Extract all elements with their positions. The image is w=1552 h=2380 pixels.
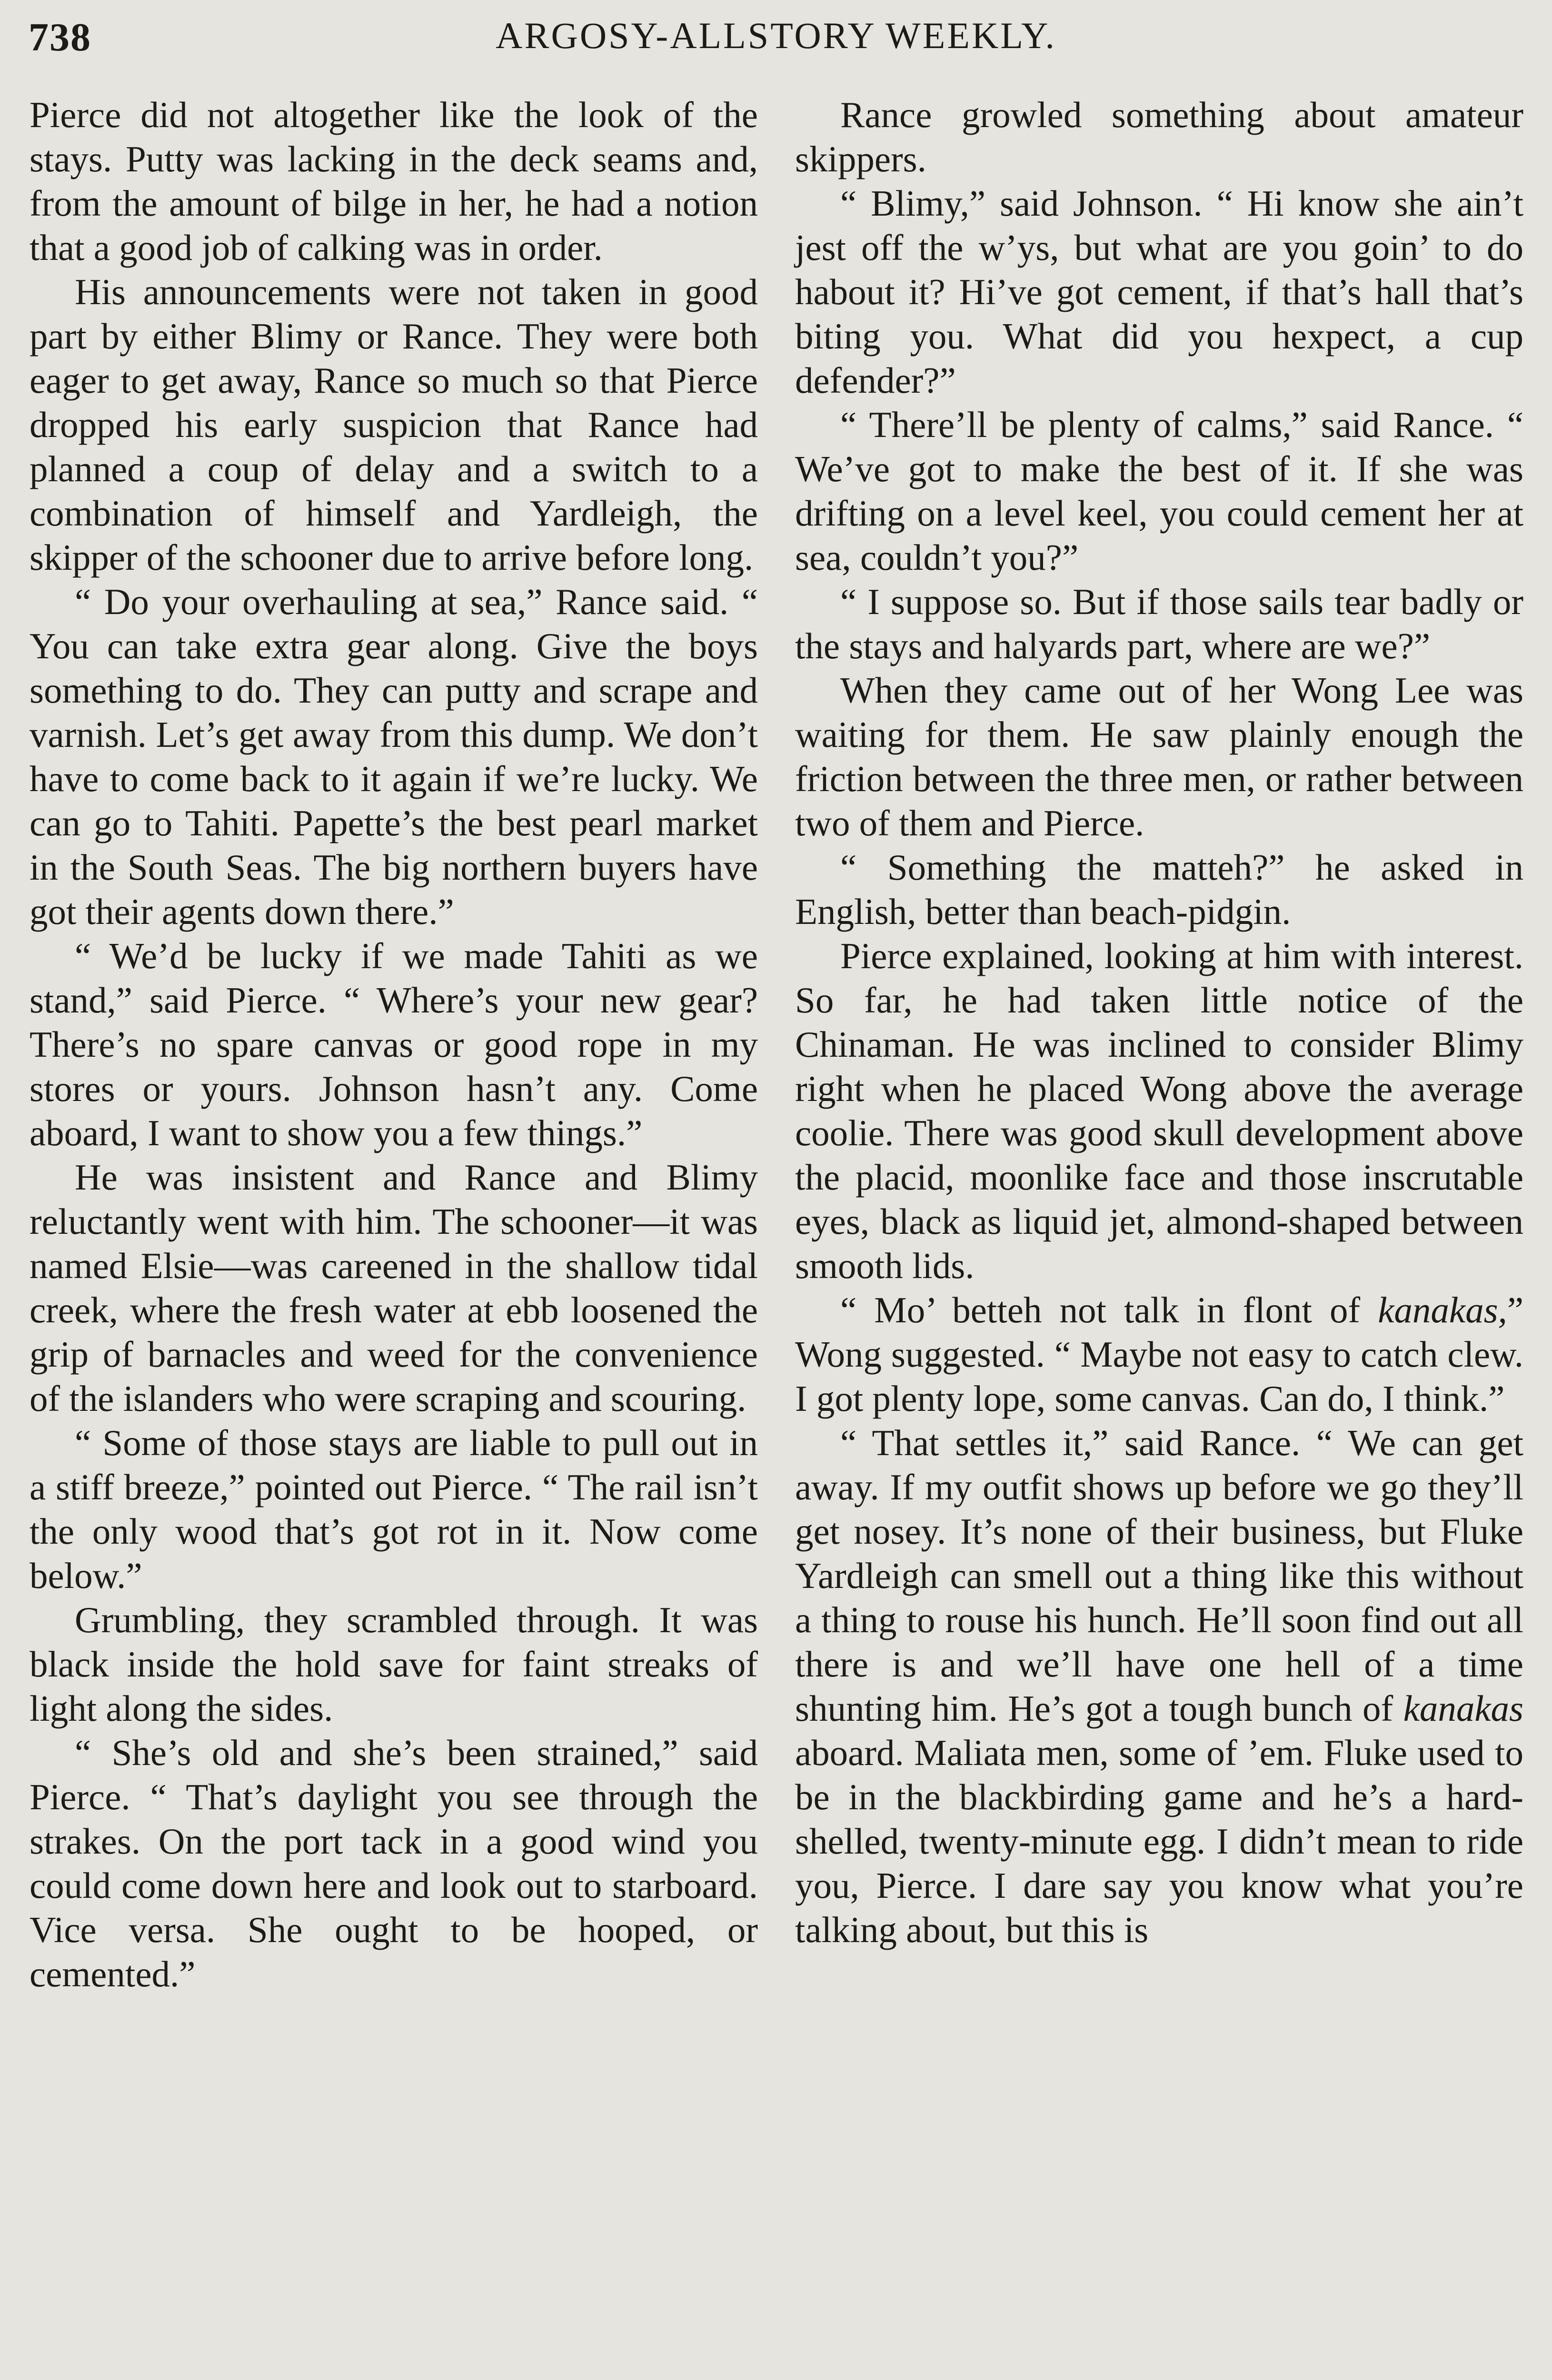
page-number: 738 bbox=[29, 15, 91, 60]
paragraph: Rance growled something about amateur skippers. bbox=[795, 94, 1523, 179]
paragraph bbox=[795, 1421, 1523, 1952]
italic-word: kanakas bbox=[1403, 1688, 1523, 1729]
paragraph: “ Something the matteh?” he asked in English, better than beach-pidgin. bbox=[795, 847, 1523, 932]
left-column bbox=[30, 93, 758, 1996]
paragraph: “ Do your overhauling at sea,” Rance said. “ You can take extra gear along. Give the boys something to do. They can putty and scrape and varnish. Let’s get away from this dump. We don’t have to come back to it again if we’re lucky. We can go to Tahiti. Papette’s the best pearl market in the South Seas. The big northern buyers have got their agents down there.” bbox=[30, 581, 758, 932]
paragraph: Pierce explained, looking at him with interest. So far, he had taken little notice of the Chinaman. He was inclined to consider Blimy right when he placed Wong above the average coolie. There was good skull development above the placid, moonlike face and those inscrutable eyes, black as liquid jet, almond-shaped between smooth lids. bbox=[795, 935, 1523, 1286]
paragraph: “ There’ll be plenty of calms,” said Rance. “ We’ve got to make the best of it. If she was drifting on a level keel, you could cement her at sea, couldn’t you?” bbox=[795, 404, 1523, 578]
paragraph: “ She’s old and she’s been strained,” said Pierce. “ That’s daylight you see through the strakes. On the port tack in a good wind you could come down here and look out to starboard. Vice versa. She ought to be hooped, or cemented.” bbox=[30, 1732, 758, 1994]
paragraph: His announcements were not taken in good part by either Blimy or Rance. They were both eager to get away, Rance so much so that Pierce dropped his early suspicion that Rance had planned a coup of delay and a switch to a combination of himself and Yardleigh, the skipper of the schooner due to arrive before long. bbox=[30, 271, 758, 578]
text-run: aboard. Maliata men, some of ’em. Fluke used to be in the blackbirding game and he’s a hard-shelled, twenty-minute egg. I didn’t mean to ride you, Pierce. I dare say you know what you’re talking about, but this is bbox=[795, 1732, 1523, 1950]
paragraph: “ Some of those stays are liable to pull out in a stiff breeze,” pointed out Pierce. “ The rail isn’t the only wood that’s got rot in it. Now come below.” bbox=[30, 1422, 758, 1596]
paragraph: “ Blimy,” said Johnson. “ Hi know she ain’t jest off the w’ys, but what are you goin’ to do habout it? Hi’ve got cement, if that’s hall that’s biting you. What did you hexpect, a cup defender?” bbox=[795, 183, 1523, 401]
paragraph: “ We’d be lucky if we made Tahiti as we stand,” said Pierce. “ Where’s your new gear? There’s no spare canvas or good rope in my stores or yours. Johnson hasn’t any. Come aboard, I want to show you a few things.” bbox=[30, 935, 758, 1153]
paragraph bbox=[795, 1288, 1523, 1421]
text-run: “ Mo’ betteh not talk in flont of bbox=[840, 1289, 1378, 1330]
paragraph: Pierce did not altogether like the look of the stays. Putty was lacking in the deck seams and, from the amount of bilge in her, he had a notion that a good job of calking was in order. bbox=[30, 94, 758, 268]
page-header bbox=[29, 14, 1523, 71]
text-run: ” Wong suggested. “ Maybe not easy to catch clew. I got plenty lope, some canvas. Can do, I think.” bbox=[795, 1289, 1523, 1419]
running-title: ARGOSY-ALLSTORY WEEKLY. bbox=[496, 15, 1056, 56]
paragraph: Grumbling, they scrambled through. It was black inside the hold save for faint streaks of light along the sides. bbox=[30, 1599, 758, 1729]
paragraph: “ I suppose so. But if those sails tear badly or the stays and halyards part, where are we?” bbox=[795, 581, 1523, 666]
paragraph: He was insistent and Rance and Blimy reluctantly went with him. The schooner—it was named Elsie—was careened in the shallow tidal creek, where the fresh water at ebb loosened the grip of barnacles and weed for the convenience of the islanders who were scraping and scouring. bbox=[30, 1157, 758, 1419]
paragraph: When they came out of her Wong Lee was waiting for them. He saw plainly enough the friction between the three men, or rather between two of them and Pierce. bbox=[795, 670, 1523, 843]
right-column bbox=[795, 93, 1523, 1952]
text-run: “ That settles it,” said Rance. “ We can get away. If my outfit shows up before we go they’ll get nosey. It’s none of their business, but Fluke Yardleigh can smell out a thing like this without a thing to rouse his hunch. He’ll soon find out all there is and we’ll have one hell of a time shunting him. He’s got a tough bunch of bbox=[795, 1422, 1523, 1729]
italic-word: kanakas, bbox=[1378, 1289, 1507, 1330]
